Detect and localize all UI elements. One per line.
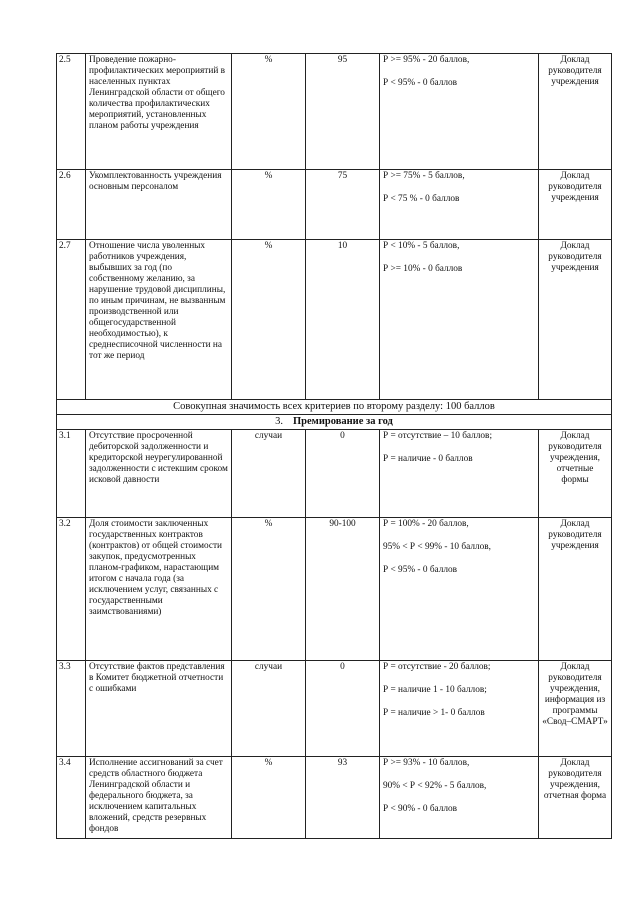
section-title: Премирование за год — [293, 416, 393, 427]
section-header-row — [57, 415, 612, 430]
source-cell: Доклад руководителя учреждения, отчетная форма — [539, 757, 612, 839]
value-cell: 75 — [306, 170, 380, 240]
criteria-line: Р = отсутствие – 10 баллов; — [383, 431, 493, 441]
criteria-line: Р = наличие > 1- 0 баллов — [383, 708, 485, 718]
criteria-table — [56, 53, 612, 839]
summary-text: Совокупная значимость всех критериев по второму разделу: 100 баллов — [57, 400, 612, 415]
value-cell: 0 — [306, 430, 380, 518]
unit-cell: % — [232, 518, 306, 661]
criteria-line: 95% < Р < 99% - 10 баллов, — [383, 542, 491, 552]
row-number: 2.5 — [57, 54, 86, 170]
section-number: 3. — [275, 416, 283, 427]
criteria-cell — [380, 757, 539, 839]
criteria-line: Р >= 95% - 20 баллов, — [383, 55, 470, 65]
criteria-cell — [380, 240, 539, 400]
criteria-line: Р < 95% - 0 баллов — [383, 565, 458, 575]
document-page — [56, 53, 611, 839]
criterion-name: Отсутствие просроченной дебиторской задолженности и кредиторской неурегулированной задолженности с истекшим сроком исковой давности — [86, 430, 232, 518]
criteria-line: Р >= 75% - 5 баллов, — [383, 171, 465, 181]
value-cell: 95 — [306, 54, 380, 170]
table-row — [57, 661, 612, 757]
table-row — [57, 240, 612, 400]
criterion-name: Проведение пожарно-профилактических мероприятий в населенных пунктах Ленинградской области от общего количества профилактических мероприятий, установленных планом работы учреждения — [86, 54, 232, 170]
unit-cell: случаи — [232, 430, 306, 518]
section-divider — [57, 400, 612, 430]
criteria-line: Р = наличие - 0 баллов — [383, 454, 473, 464]
row-number: 2.6 — [57, 170, 86, 240]
criteria-line: Р = наличие 1 - 10 баллов; — [383, 685, 487, 695]
criteria-line: Р < 75 % - 0 баллов — [383, 194, 460, 204]
row-number: 3.3 — [57, 661, 86, 757]
summary-row — [57, 400, 612, 415]
table-row — [57, 757, 612, 839]
criteria-cell — [380, 170, 539, 240]
criteria-line: Р < 95% - 0 баллов — [383, 78, 458, 88]
section-header — [57, 415, 612, 430]
criterion-name: Отсутствие фактов представления в Комитет бюджетной отчетности с ошибками — [86, 661, 232, 757]
source-cell: Доклад руководителя учреждения — [539, 240, 612, 400]
table-row — [57, 430, 612, 518]
source-cell: Доклад руководителя учреждения — [539, 518, 612, 661]
criteria-line: Р < 90% - 0 баллов — [383, 804, 458, 814]
criteria-line: Р < 10% - 5 баллов, — [383, 241, 460, 251]
value-cell: 10 — [306, 240, 380, 400]
table-row — [57, 518, 612, 661]
criteria-cell — [380, 430, 539, 518]
criteria-cell — [380, 661, 539, 757]
criteria-line: Р >= 93% - 10 баллов, — [383, 758, 470, 768]
criteria-line: Р = 100% - 20 баллов, — [383, 519, 469, 529]
table-row — [57, 170, 612, 240]
criteria-line: Р = отсутствие - 20 баллов; — [383, 662, 491, 672]
unit-cell: случаи — [232, 661, 306, 757]
table-row — [57, 54, 612, 170]
criteria-rows-section-2 — [57, 54, 612, 400]
row-number: 3.2 — [57, 518, 86, 661]
value-cell: 93 — [306, 757, 380, 839]
criteria-rows-section-3 — [57, 430, 612, 839]
row-number: 3.4 — [57, 757, 86, 839]
unit-cell: % — [232, 757, 306, 839]
criteria-cell — [380, 518, 539, 661]
criterion-name: Отношение числа уволенных работников учреждения, выбывших за год (по собственному желанию, за нарушение трудовой дисциплины, по иным причинам, не вызванным производственной или общегосударственной необходимостью), к среднесписочной численности на тот же период — [86, 240, 232, 400]
value-cell: 90-100 — [306, 518, 380, 661]
criteria-line: Р >= 10% - 0 баллов — [383, 264, 463, 274]
unit-cell: % — [232, 170, 306, 240]
criterion-name: Исполнение ассигнований за счет средств областного бюджета Ленинградской области и федерального бюджета, за исключением капитальных вложений, средств резервных фондов — [86, 757, 232, 839]
value-cell: 0 — [306, 661, 380, 757]
source-cell: Доклад руководителя учреждения, информация из программы «Свод–СМАРТ» — [539, 661, 612, 757]
source-cell: Доклад руководителя учреждения, отчетные формы — [539, 430, 612, 518]
unit-cell: % — [232, 54, 306, 170]
row-number: 2.7 — [57, 240, 86, 400]
criteria-line: 90% < Р < 92% - 5 баллов, — [383, 781, 487, 791]
criterion-name: Укомплектованность учреждения основным персоналом — [86, 170, 232, 240]
row-number: 3.1 — [57, 430, 86, 518]
source-cell: Доклад руководителя учреждения — [539, 54, 612, 170]
source-cell: Доклад руководителя учреждения — [539, 170, 612, 240]
criteria-cell — [380, 54, 539, 170]
unit-cell: % — [232, 240, 306, 400]
criterion-name: Доля стоимости заключенных государственных контрактов (контрактов) от общей стоимости закупок, предусмотренных планом-графиком, нарастающим итогом с начала года (за исключением услуг, связанных с государственными заимствованиями) — [86, 518, 232, 661]
